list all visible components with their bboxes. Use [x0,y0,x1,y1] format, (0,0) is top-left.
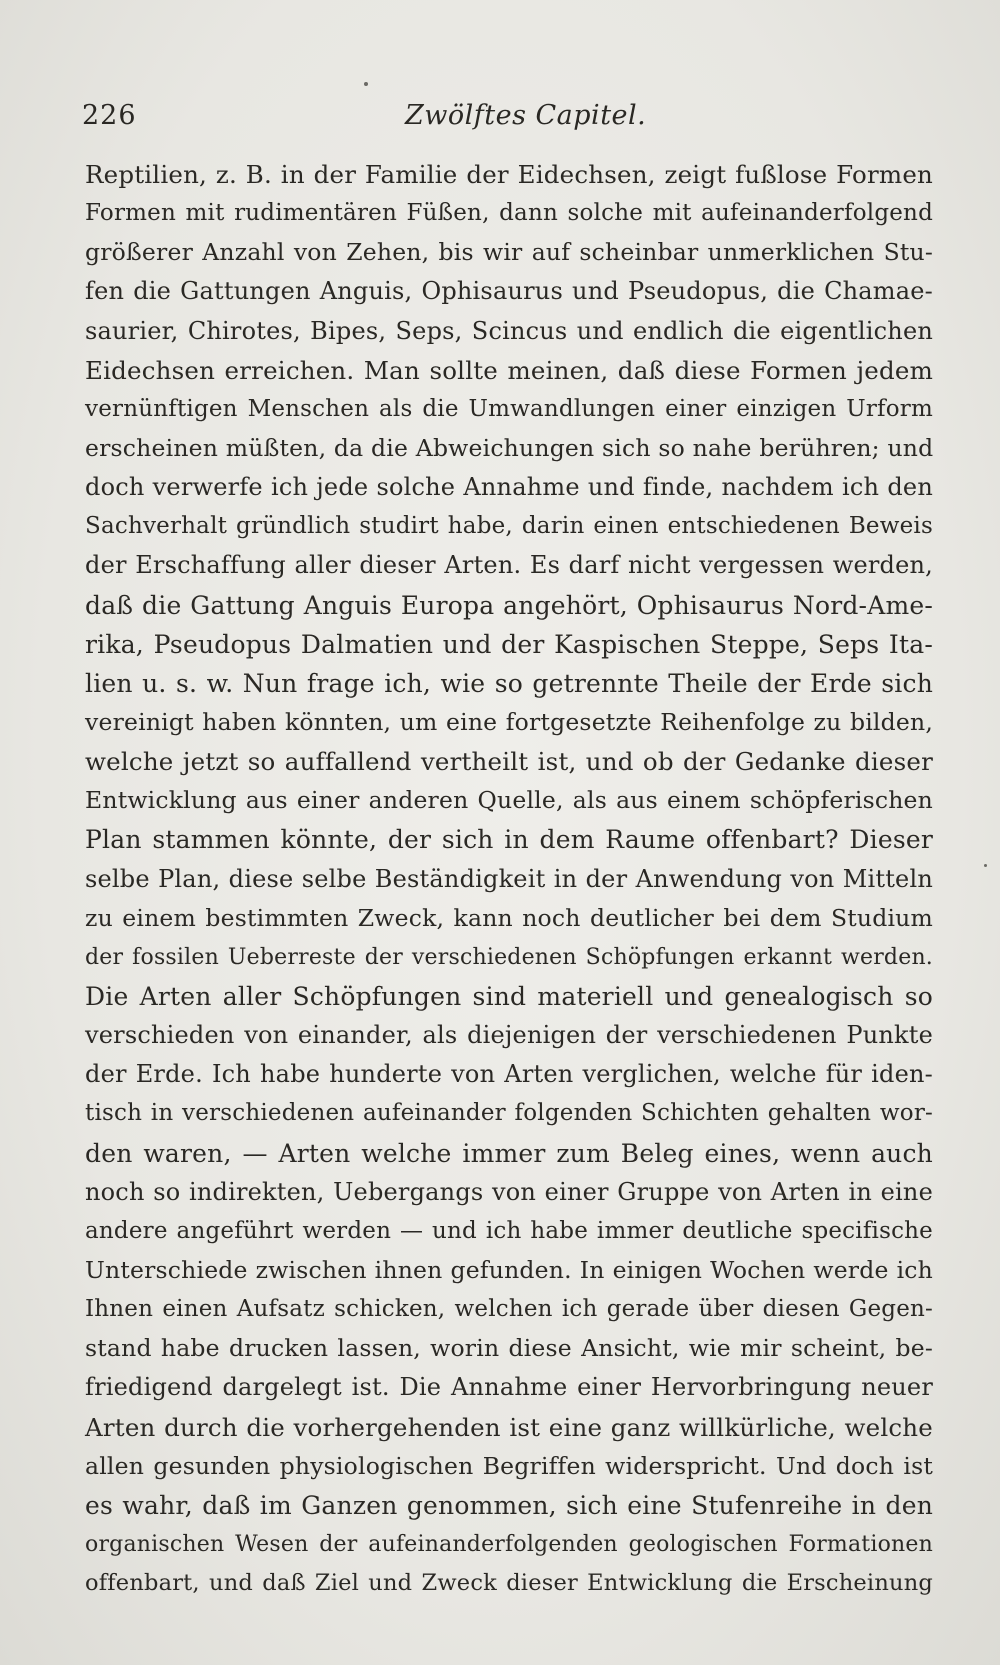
text-line: welche jetzt so auffallend vertheilt ist, und ob der Gedanke dieser [85,747,933,777]
page-header [0,100,1000,140]
text-line: erscheinen müßten, da die Abweichungen sich so nahe berühren; und [85,433,934,462]
text-line: daß die Gattung Anguis Europa angehört, Ophisaurus Nord-Ame- [85,590,933,620]
text-line: es wahr, daß im Ganzen genommen, sich eine Stufenreihe in den [85,1490,933,1520]
page-number: 226 [82,100,137,131]
text-line: vernünftigen Menschen als die Umwandlungen einer einzigen Urform [85,395,933,422]
ink-speck [984,864,987,867]
text-line: der fossilen Ueberreste der verschiedenen Schöpfungen erkannt werden. [85,944,933,970]
text-line: organischen Wesen der aufeinanderfolgenden geologischen Formationen [85,1531,933,1557]
ink-speck [364,82,368,86]
text-line: vereinigt haben könnten, um eine fortgesetzte Reihenfolge zu bilden, [85,707,933,736]
text-line: Reptilien, z. B. in der Familie der Eidechsen, zeigt fußlose Formen [85,160,933,189]
body-text [85,155,933,1603]
text-line: Arten durch die vorhergehenden ist eine ganz willkürliche, welche [85,1412,933,1442]
running-head: Zwölftes Capitel. [405,100,647,131]
text-line: Unterschiede zwischen ihnen gefunden. In einigen Wochen werde ich [85,1255,933,1284]
text-line: Formen mit rudimentären Füßen, dann solche mit aufeinanderfolgend [85,200,933,227]
text-line: noch so indirekten, Uebergangs von einer Gruppe von Arten in eine [85,1177,933,1206]
text-line: andere angeführt werden — und ich habe immer deutliche specifische [85,1217,933,1244]
text-line: Die Arten aller Schöpfungen sind materiell und genealogisch so [85,981,933,1011]
text-line: Ihnen einen Aufsatz schicken, welchen ich gerade über diesen Gegen- [85,1296,933,1323]
text-line: der Erde. Ich habe hunderte von Arten verglichen, welche für iden- [85,1060,933,1089]
text-line: fen die Gattungen Anguis, Ophisaurus und Pseudopus, die Chamae- [85,277,933,306]
text-line: stand habe drucken lassen, worin diese Ansicht, wie mir scheint, be- [85,1334,933,1363]
text-line: lien u. s. w. Nun frage ich, wie so getrennte Theile der Erde sich [85,668,933,698]
text-line: friedigend dargelegt ist. Die Annahme einer Hervorbringung neuer [85,1373,933,1402]
text-line: tisch in verschiedenen aufeinander folgenden Schichten gehalten wor- [85,1100,933,1127]
text-line: Plan stammen könnte, der sich in dem Raume offenbart? Dieser [85,825,933,855]
text-line: den waren, — Arten welche immer zum Beleg eines, wenn auch [85,1138,933,1168]
text-line: doch verwerfe ich jede solche Annahme und finde, nachdem ich den [85,473,933,502]
text-line: selbe Plan, diese selbe Beständigkeit in der Anwendung von Mitteln [85,864,933,893]
text-line: saurier, Chirotes, Bipes, Seps, Scincus und endlich die eigentlichen [85,316,933,345]
text-line: Entwicklung aus einer anderen Quelle, als aus einem schöpferischen [85,786,933,815]
text-line: zu einem bestimmten Zweck, kann noch deutlicher bei dem Studium [85,903,933,932]
text-line: größerer Anzahl von Zehen, bis wir auf scheinbar unmerklichen Stu- [85,238,933,267]
text-line: offenbart, und daß Ziel und Zweck dieser Entwicklung die Erscheinung [85,1570,933,1597]
text-line: Eidechsen erreichen. Man sollte meinen, daß diese Formen jedem [85,355,933,385]
text-line: Sachverhalt gründlich studirt habe, darin einen entschiedenen Beweis [85,513,933,540]
text-line: verschieden von einander, als diejenigen der verschiedenen Punkte [85,1021,933,1050]
text-line: der Erschaffung aller dieser Arten. Es darf nicht vergessen werden, [85,551,933,580]
text-line: allen gesunden physiologischen Begriffen widerspricht. Und doch ist [85,1451,933,1480]
text-line: rika, Pseudopus Dalmatien und der Kaspischen Steppe, Seps Ita- [85,629,933,659]
